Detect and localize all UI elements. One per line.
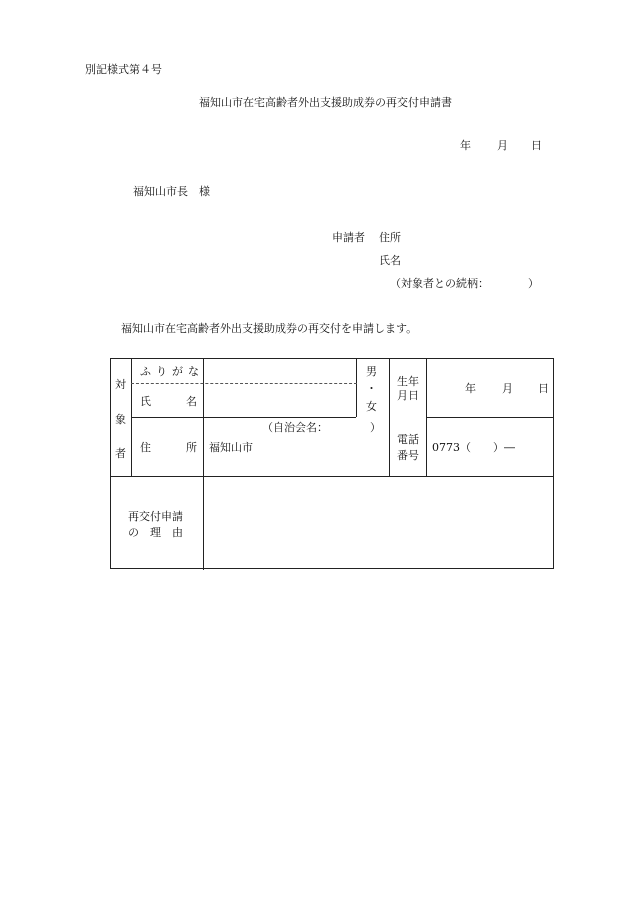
birth-label-2: 月日 <box>397 389 419 402</box>
subject-char-1: 対 <box>115 378 126 391</box>
applicant-name-label: 氏名 <box>379 254 401 267</box>
furigana-label: ふりがな <box>140 365 204 378</box>
name-label-1: 氏 <box>140 395 151 408</box>
birth-month-label: 月 <box>502 382 513 395</box>
phone-label-1: 電話 <box>397 433 419 446</box>
application-statement: 福知山市在宅高齢者外出支援助成券の再交付を申請します。 <box>121 322 418 335</box>
applicant-address-label: 住所 <box>379 231 401 244</box>
birth-day-label: 日 <box>538 382 549 395</box>
applicant-label: 申請者 <box>332 231 365 244</box>
address-label-2: 所 <box>186 441 197 454</box>
furigana-divider <box>131 383 357 384</box>
sex-female[interactable]: 女 <box>366 400 377 413</box>
reason-label-2: の 理 由 <box>128 526 183 539</box>
birth-label-1: 生年 <box>397 375 419 388</box>
divider-sex-left <box>356 359 357 417</box>
divider-sex-right <box>389 359 390 476</box>
relation-label: （対象者との続柄： <box>390 277 489 290</box>
relation-close: ） <box>528 277 539 290</box>
jichikai-close: ） <box>370 421 381 434</box>
address-city: 福知山市 <box>209 441 253 454</box>
subject-char-3: 者 <box>115 447 126 460</box>
sex-male[interactable]: 男 <box>366 365 377 378</box>
birth-year-label: 年 <box>465 382 476 395</box>
divider-label-column <box>203 359 204 570</box>
form-number: 別記様式第４号 <box>85 63 162 76</box>
jichikai-label: （自治会名： <box>262 421 328 434</box>
name-label-2: 名 <box>186 395 197 408</box>
name-row-divider-right <box>426 417 554 418</box>
address-label-1: 住 <box>140 441 151 454</box>
date-day-label: 日 <box>531 139 542 152</box>
document-title: 福知山市在宅高齢者外出支援助成券の再交付申請書 <box>199 96 452 109</box>
phone-label-2: 番号 <box>397 449 419 462</box>
date-month-label: 月 <box>497 139 508 152</box>
reason-label-1: 再交付申請 <box>128 510 183 523</box>
sex-separator: ・ <box>366 382 377 395</box>
subject-char-2: 象 <box>115 413 126 426</box>
addressee: 福知山市長 様 <box>133 185 210 198</box>
name-row-divider-left <box>131 417 356 418</box>
date-year-label: 年 <box>460 139 471 152</box>
application-table <box>110 358 554 569</box>
reason-row-divider <box>111 476 554 477</box>
phone-value[interactable]: 0773（ ）― <box>432 441 515 454</box>
